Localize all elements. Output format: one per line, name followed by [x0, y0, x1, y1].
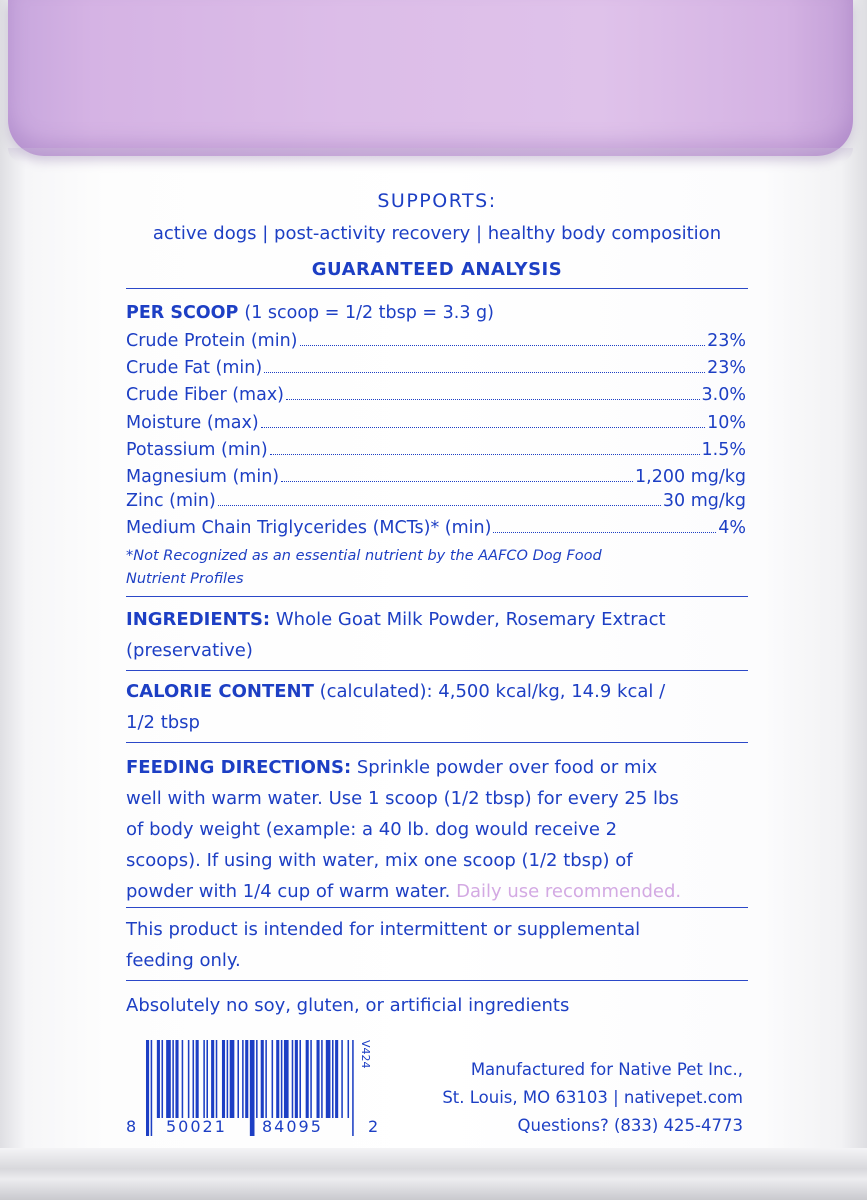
analysis-row — [126, 490, 746, 512]
lid-edge-shadow — [8, 148, 853, 162]
supports-benefits: active dogs | post-activity recovery | healthy body composition — [152, 223, 722, 244]
feeding-text: Sprinkle powder over food or mix — [351, 757, 658, 778]
analysis-row — [126, 384, 746, 406]
nutrient-name: Medium Chain Triglycerides (MCTs)* (min) — [126, 518, 492, 538]
aafco-footnote — [126, 545, 748, 591]
barcode-bar — [182, 1040, 184, 1118]
nutrient-name: Potassium (min) — [126, 440, 268, 460]
per-scoop-detail: (1 scoop = 1/2 tbsp = 3.3 g) — [244, 303, 494, 323]
guaranteed-analysis-heading: GUARANTEED ANALYSIS — [311, 259, 563, 280]
feeding-label: FEEDING DIRECTIONS: — [126, 757, 352, 778]
footnote-line: *Not Recognized as an essential nutrient by the AAFCO Dog Food — [126, 548, 602, 564]
manufacturer-line: Manufactured for Native Pet Inc., — [470, 1060, 743, 1079]
divider — [126, 670, 748, 671]
ingredients-section — [126, 604, 748, 666]
barcode-bar — [326, 1040, 331, 1118]
nutrient-name: Crude Protein (min) — [126, 331, 298, 351]
nutrient-value: 23% — [707, 331, 746, 351]
barcode-bar — [276, 1040, 279, 1118]
intended-use-section — [126, 914, 748, 976]
feeding-text: of body weight (example: a 40 lb. dog would receive 2 — [126, 819, 618, 840]
barcode-bar — [352, 1040, 354, 1136]
analysis-row — [126, 517, 746, 539]
manufacturer-address: St. Louis, MO 63103 | nativepet.com — [442, 1088, 743, 1107]
barcode-bar — [166, 1040, 171, 1118]
barcode-bar — [256, 1040, 258, 1118]
nutrient-value: 1,200 mg/kg — [635, 467, 746, 487]
divider — [126, 596, 748, 597]
barcode-bar — [341, 1040, 343, 1118]
supports-heading: SUPPORTS: — [377, 190, 497, 212]
barcode-bar — [172, 1040, 174, 1118]
barcode-bar — [206, 1040, 208, 1118]
barcode-bar — [250, 1040, 255, 1136]
barcode-bar — [162, 1040, 164, 1118]
analysis-row — [126, 330, 746, 352]
barcode-bar — [222, 1040, 225, 1118]
version-code: V424 — [359, 1040, 372, 1069]
nutrient-name: Moisture (max) — [126, 413, 259, 433]
calorie-text: (calculated): 4,500 kcal/kg, 14.9 kcal / — [313, 681, 666, 702]
ingredients-text: Whole Goat Milk Powder, Rosemary Extract — [270, 609, 666, 630]
canister-bottom-rim — [0, 1148, 867, 1200]
feeding-text: scoops). If using with water, mix one scoop (1/2 tbsp) of — [126, 850, 633, 871]
divider — [126, 288, 748, 289]
nutrient-name: Crude Fat (min) — [126, 358, 263, 378]
divider — [126, 980, 748, 981]
nutrient-value: 30 mg/kg — [662, 491, 746, 511]
ingredients-label: INGREDIENTS: — [126, 609, 271, 630]
analysis-row — [126, 466, 746, 488]
calorie-section — [126, 676, 748, 738]
intended-text: This product is intended for intermittent or supplemental — [126, 919, 641, 940]
barcode-digits-left: 50021 — [166, 1117, 227, 1136]
barcode-bar — [335, 1040, 338, 1118]
barcode-lead-digit: 8 — [126, 1117, 137, 1136]
barcode-bar — [321, 1040, 323, 1118]
barcode-bar — [272, 1040, 274, 1118]
calorie-text: 1/2 tbsp — [126, 712, 200, 733]
per-scoop-line — [126, 302, 746, 324]
nutrient-name: Zinc (min) — [126, 491, 216, 511]
barcode-bar — [348, 1040, 350, 1118]
barcode-bar — [310, 1040, 312, 1118]
barcode-bar — [146, 1040, 149, 1136]
barcode-bar — [175, 1040, 178, 1118]
barcode-bar — [203, 1040, 205, 1118]
barcode-bar — [306, 1040, 309, 1118]
barcode-bar — [261, 1040, 264, 1118]
feeding-section — [126, 752, 748, 907]
feeding-text: well with warm water. Use 1 scoop (1/2 tbsp) for every 25 lbs — [126, 788, 679, 809]
calorie-label: CALORIE CONTENT — [126, 681, 314, 702]
feeding-text: powder with 1/4 cup of warm water. — [126, 881, 457, 902]
analysis-row — [126, 412, 746, 434]
barcode-bar — [196, 1040, 199, 1118]
analysis-row — [126, 357, 746, 379]
barcode-bar — [157, 1040, 160, 1118]
footnote-line: Nutrient Profiles — [126, 571, 244, 587]
canister-lid — [8, 0, 853, 156]
barcode-bar — [281, 1040, 283, 1118]
ingredients-text: (preservative) — [126, 640, 253, 661]
nutrient-value: 1.5% — [701, 440, 746, 460]
divider — [126, 742, 748, 743]
barcode-bar — [245, 1040, 248, 1118]
barcode-bar — [317, 1040, 320, 1118]
barcode-bar — [295, 1040, 298, 1118]
barcode-bar — [299, 1040, 301, 1118]
daily-use-note: Daily use recommended. — [456, 881, 682, 902]
barcode-bar — [151, 1040, 153, 1136]
barcode-bar — [230, 1040, 235, 1118]
barcode-bar — [211, 1040, 214, 1118]
barcode-bar — [227, 1040, 229, 1118]
nutrient-value: 10% — [707, 413, 746, 433]
barcode-bar — [188, 1040, 190, 1118]
barcode-bar — [265, 1040, 267, 1118]
analysis-row — [126, 439, 746, 461]
barcode-bar — [242, 1040, 244, 1118]
barcode-digits-right: 84095 — [262, 1117, 323, 1136]
barcode-bar — [284, 1040, 289, 1118]
barcode-bar — [292, 1040, 294, 1118]
nutrient-name: Crude Fiber (max) — [126, 385, 285, 405]
per-scoop-label: PER SCOOP — [126, 303, 239, 323]
barcode-check-digit: 2 — [368, 1117, 379, 1136]
barcode-bar — [332, 1040, 334, 1118]
nutrient-value: 23% — [707, 358, 746, 378]
barcode-bar — [216, 1040, 218, 1118]
intended-text: feeding only. — [126, 950, 241, 971]
questions-phone: Questions? (833) 425-4773 — [517, 1116, 743, 1135]
nutrient-name: Magnesium (min) — [126, 467, 280, 487]
free-from-statement: Absolutely no soy, gluten, or artificial ingredients — [126, 995, 570, 1016]
barcode-bar — [193, 1040, 195, 1118]
divider — [126, 907, 748, 908]
nutrient-value: 3.0% — [701, 385, 746, 405]
nutrient-value: 4% — [718, 518, 746, 538]
barcode-bar — [237, 1040, 239, 1118]
